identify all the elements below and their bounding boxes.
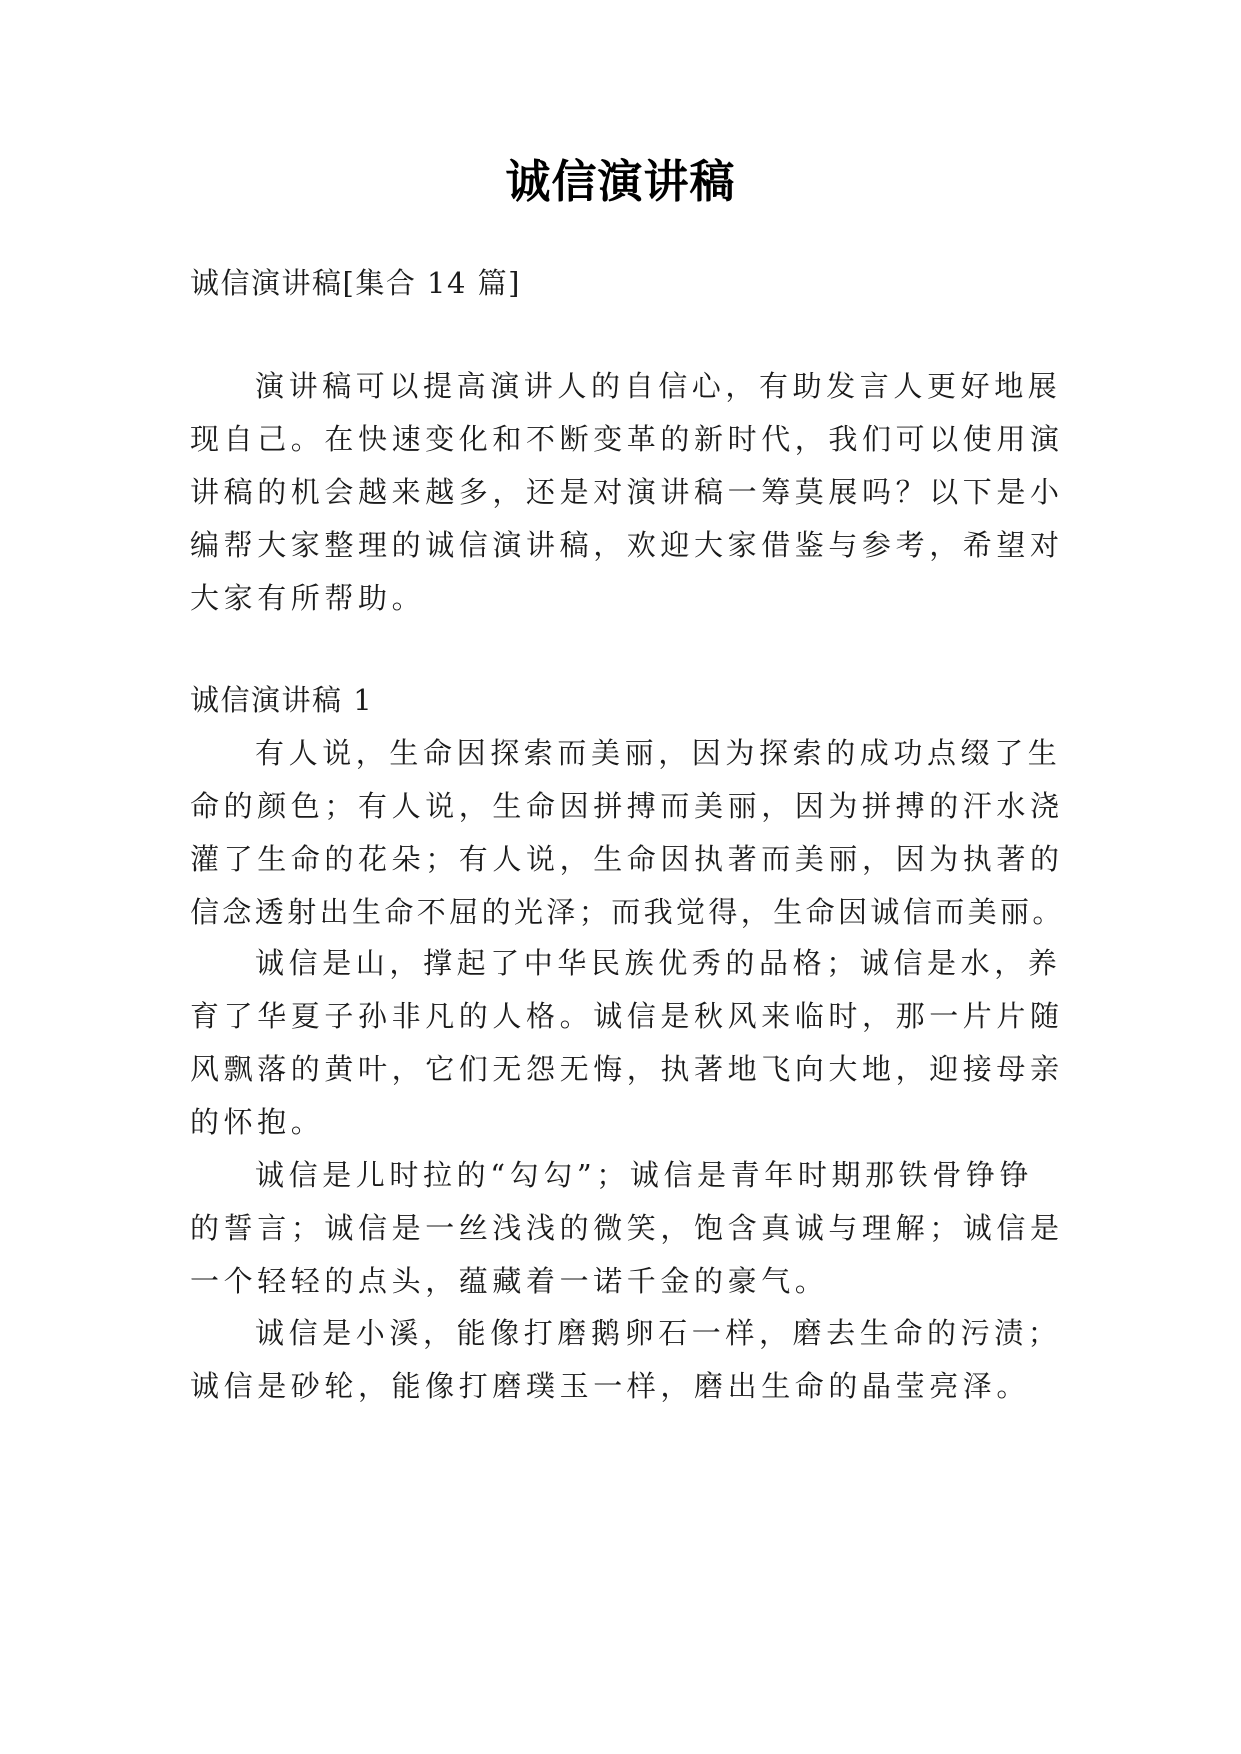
paragraph-line: 命的颜色；有人说，生命因拼搏而美丽，因为拼搏的汗水浇 [190,789,1064,823]
intro-line: 编帮大家整理的诚信演讲稿，欢迎大家借鉴与参考，希望对 [190,528,1064,562]
paragraph-line: 灌了生命的花朵；有人说，生命因执著而美丽，因为执著的 [190,842,1064,876]
paragraph-line: 育了华夏子孙非凡的人格。诚信是秋风来临时，那一片片随 [190,999,1064,1033]
paragraph-line: 诚信是山，撑起了中华民族优秀的品格；诚信是水，养 [255,946,1062,980]
intro-line: 讲稿的机会越来越多，还是对演讲稿一筹莫展吗？以下是小 [190,475,1064,509]
paragraph-line: 诚信是小溪，能像打磨鹅卵石一样，磨去生命的污渍； [255,1316,1062,1350]
paragraph-line: 一个轻轻的点头，蕴藏着一诺千金的豪气。 [190,1264,829,1298]
section-heading: 诚信演讲稿 1 [190,683,374,717]
paragraph-line: 信念透射出生命不屈的光泽；而我觉得，生命因诚信而美丽。 [190,895,1065,929]
paragraph-line: 诚信是砂轮，能像打磨璞玉一样，磨出生命的晶莹亮泽。 [190,1369,1031,1403]
intro-line: 演讲稿可以提高演讲人的自信心，有助发言人更好地展 [255,369,1062,403]
paragraph-line: 有人说，生命因探索而美丽，因为探索的成功点缀了生 [255,736,1062,770]
paragraph-line: 风飘落的黄叶，它们无怨无悔，执著地飞向大地，迎接母亲 [190,1052,1064,1086]
paragraph-line: 的誓言；诚信是一丝浅浅的微笑，饱含真诚与理解；诚信是 [190,1211,1064,1245]
paragraph-line: 诚信是儿时拉的“勾勾”；诚信是青年时期那铁骨铮铮 [255,1158,1034,1192]
document-subtitle: 诚信演讲稿[集合 14 篇] [190,266,521,300]
document-title: 诚信演讲稿 [505,155,736,208]
intro-line: 现自己。在快速变化和不断变革的新时代，我们可以使用演 [190,422,1064,456]
intro-line: 大家有所帮助。 [190,581,426,615]
paragraph-line: 的怀抱。 [190,1105,325,1139]
